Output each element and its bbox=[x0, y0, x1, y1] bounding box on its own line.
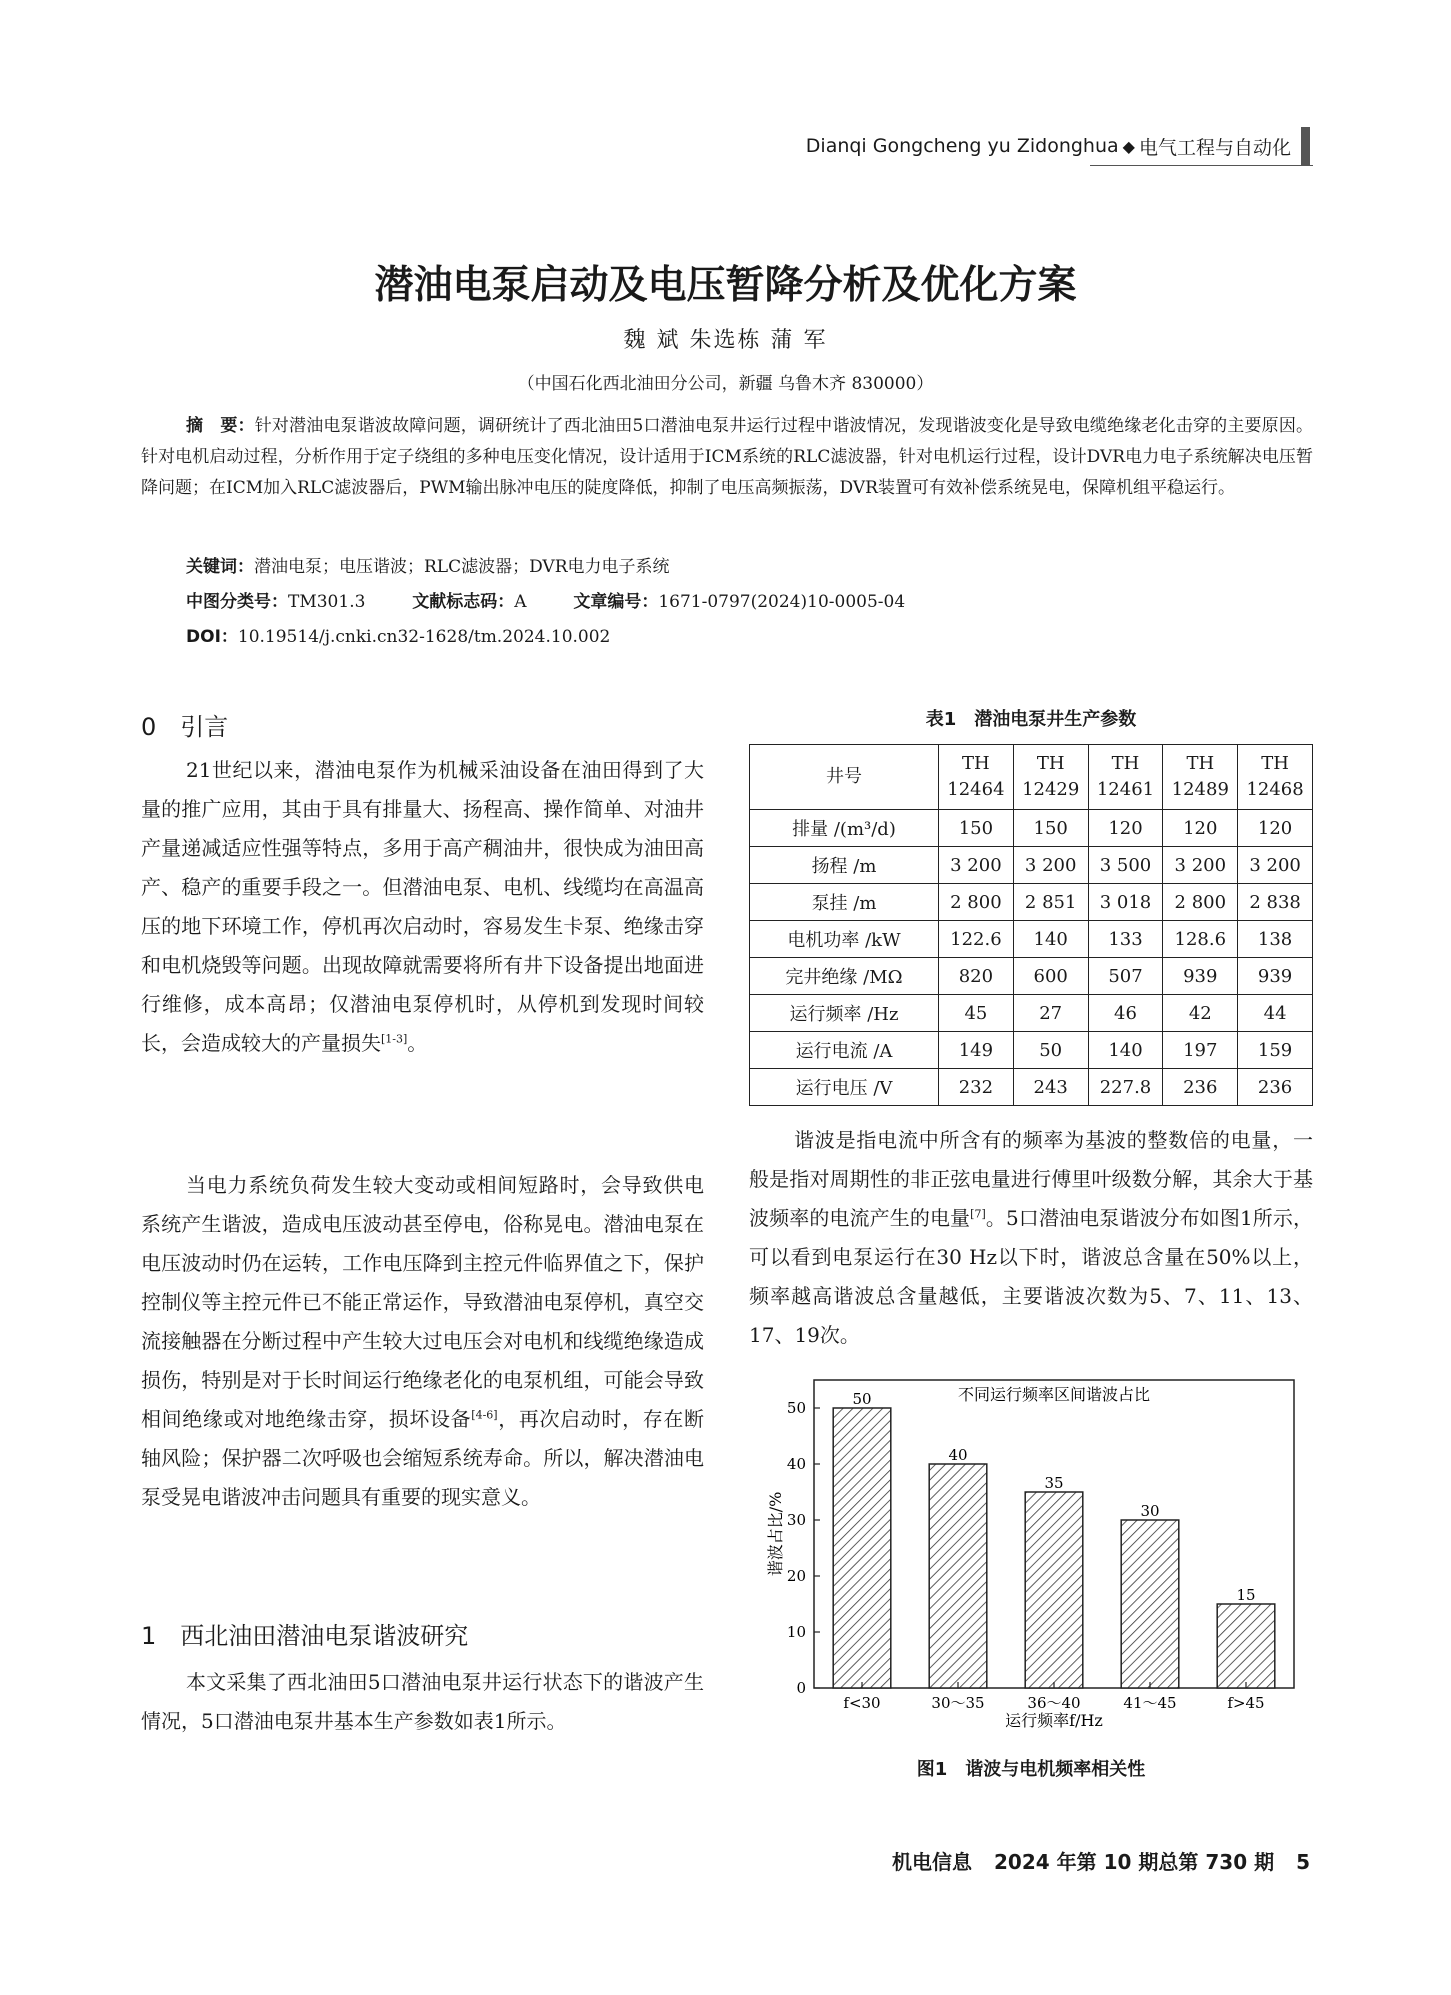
table-cell: 507 bbox=[1088, 958, 1163, 995]
table-cell: 3 200 bbox=[1013, 847, 1088, 884]
section-title: 西北油田潜油电泵谐波研究 bbox=[180, 1622, 469, 1650]
table-cell: 2 838 bbox=[1238, 884, 1313, 921]
page-number: 5 bbox=[1296, 1850, 1310, 1874]
table-cell: 50 bbox=[1013, 1032, 1088, 1069]
table-cell: 236 bbox=[1163, 1069, 1238, 1106]
x-tick-label: 30～35 bbox=[931, 1694, 985, 1712]
bar-data-label: 30 bbox=[1140, 1502, 1160, 1520]
table-row bbox=[750, 810, 1313, 847]
table-cell: 232 bbox=[939, 1069, 1014, 1106]
bar-data-label: 40 bbox=[948, 1446, 968, 1464]
article-number-label: 文章编号： bbox=[573, 592, 659, 612]
table-cell: 197 bbox=[1163, 1032, 1238, 1069]
bar-data-label: 35 bbox=[1044, 1474, 1064, 1492]
y-tick-label: 20 bbox=[786, 1567, 806, 1585]
doi-label: DOI： bbox=[186, 627, 238, 647]
table-row bbox=[750, 1069, 1313, 1106]
figure-caption: 图1 谐波与电机频率相关性 bbox=[916, 1759, 1146, 1780]
y-tick-label: 0 bbox=[796, 1679, 806, 1697]
table-cell: 227.8 bbox=[1088, 1069, 1163, 1106]
table-cell: 133 bbox=[1088, 921, 1163, 958]
x-tick-label: f>45 bbox=[1227, 1694, 1265, 1712]
doc-code-value: A bbox=[514, 592, 527, 612]
table-cell: 128.6 bbox=[1163, 921, 1238, 958]
section-heading-intro bbox=[141, 707, 228, 742]
y-axis-label: 谐波占比/% bbox=[766, 1491, 785, 1577]
paragraph-section1-1: 本文采集了西北油田5口潜油电泵井运行状态下的谐波产生情况，5口潜油电泵井基本生产参数如表1所示。 bbox=[141, 1670, 704, 1733]
table-row-label: 运行电流 /A bbox=[750, 1032, 939, 1069]
table-cell: 122.6 bbox=[939, 921, 1014, 958]
paragraph-intro-1 bbox=[141, 751, 704, 1063]
table-cell: 46 bbox=[1088, 995, 1163, 1032]
y-tick-label: 30 bbox=[786, 1511, 806, 1529]
bar bbox=[1217, 1604, 1275, 1688]
table-header-row bbox=[750, 745, 1313, 810]
table-cell: 140 bbox=[1013, 921, 1088, 958]
table-cell: 3 200 bbox=[1238, 847, 1313, 884]
table-row-label: 运行电压 /V bbox=[750, 1069, 939, 1106]
table-header-cell: TH 12468 bbox=[1238, 745, 1313, 810]
paragraph-text: 谐波是指电流中所含有的频率为基波的整数倍的电量，一般是指对周期性的非正弦电量进行傅里叶级数分解，其余大于基波频率的电流产生的电量 bbox=[749, 1128, 1313, 1230]
y-tick-label: 10 bbox=[786, 1623, 806, 1641]
section-title: 引言 bbox=[180, 713, 229, 741]
table-header-cell: TH 12429 bbox=[1013, 745, 1088, 810]
header-bar bbox=[1301, 127, 1310, 165]
abstract-text: 针对潜油电泵谐波故障问题，调研统计了西北油田5口潜油电泵井运行过程中谐波情况，发现谐波变化是导致电缆绝缘老化击穿的主要原因。针对电机启动过程，分析作用于定子绕组的多种电压变化情况，设计适用于ICM系统的RLC滤波器，针对电机运行过程，设计DVR电力电子系统解决电压暂降问题；在ICM加入RLC滤波器后，PWM输出脉冲电压的陡度降低，抑制了电压高频振荡，DVR装置可有效补偿系统晃电，保障机组平稳运行。 bbox=[141, 416, 1313, 498]
table-cell: 140 bbox=[1088, 1032, 1163, 1069]
table-cell: 3 200 bbox=[1163, 847, 1238, 884]
page-footer bbox=[892, 1846, 1310, 1875]
paragraph-text: 21世纪以来，潜油电泵作为机械采油设备在油田得到了大量的推广应用，其由于具有排量大、扬程高、操作简单、对油井产量递减适应性强等特点，多用于高产稠油井，很快成为油田高产、稳产的重要手段之一。但潜油电泵、电机、线缆均在高温高压的地下环境工作，停机再次启动时，容易发生卡泵、绝缘击穿和电机烧毁等问题。出现故障就需要将所有井下设备提出地面进行维修，成本高昂；仅潜油电泵停机时，从停机到发现时间较长，会造成较大的产量损失 bbox=[141, 758, 704, 1055]
affiliation: （中国石化西北油田分公司，新疆 乌鲁木齐 830000） bbox=[517, 374, 934, 394]
table-row-label: 电机功率 /kW bbox=[750, 921, 939, 958]
doc-code-label: 文献标志码： bbox=[412, 592, 515, 612]
abstract-label: 摘 要： bbox=[186, 416, 255, 436]
table-cell: 2 800 bbox=[1163, 884, 1238, 921]
table-row-label: 完井绝缘 /MΩ bbox=[750, 958, 939, 995]
footer-journal: 机电信息 bbox=[892, 1850, 973, 1874]
table-header-cell: TH 12489 bbox=[1163, 745, 1238, 810]
table-cell: 3 500 bbox=[1088, 847, 1163, 884]
table-cell: 2 851 bbox=[1013, 884, 1088, 921]
table-row bbox=[750, 847, 1313, 884]
table-cell: 45 bbox=[939, 995, 1014, 1032]
table-header-cell: TH 12464 bbox=[939, 745, 1014, 810]
x-tick-label: 36～40 bbox=[1027, 1694, 1081, 1712]
clc-label: 中图分类号： bbox=[186, 592, 288, 612]
table-cell: 159 bbox=[1238, 1032, 1313, 1069]
paragraph-harmonics bbox=[749, 1121, 1313, 1355]
table-cell: 44 bbox=[1238, 995, 1313, 1032]
table-cell: 939 bbox=[1238, 958, 1313, 995]
keywords-label: 关键词： bbox=[186, 557, 254, 577]
table-cell: 138 bbox=[1238, 921, 1313, 958]
table-cell: 27 bbox=[1013, 995, 1088, 1032]
doi-line bbox=[186, 622, 1358, 653]
clc-value: TM301.3 bbox=[288, 592, 366, 612]
paragraph-text: 当电力系统负荷发生较大变动或相间短路时，会导致供电系统产生谐波，造成电压波动甚至停电，俗称晃电。潜油电泵在电压波动时仍在运转，工作电压降到主控元件临界值之下，保护控制仪等主控元件已不能正常运作，导致潜油电泵停机，真空交流接触器在分断过程中产生较大过电压会对电机和线缆绝缘造成损伤，特别是对于长时间运行绝缘老化的电泵机组，可能会导致相间绝缘或对地绝缘击穿，损坏设备 bbox=[141, 1173, 704, 1431]
harmonic-bar-chart bbox=[764, 1368, 1304, 1748]
table-caption: 表1 潜油电泵井生产参数 bbox=[925, 709, 1137, 730]
keywords-text: 潜油电泵；电压谐波；RLC滤波器；DVR电力电子系统 bbox=[254, 557, 670, 577]
journal-name-cn: 电气工程与自动化 bbox=[1138, 136, 1291, 159]
table-row bbox=[750, 1032, 1313, 1069]
bar bbox=[929, 1464, 987, 1688]
footer-issue: 2024 年第 10 期总第 730 期 bbox=[994, 1850, 1275, 1874]
table-cell: 236 bbox=[1238, 1069, 1313, 1106]
diamond-icon: ◆ bbox=[1122, 136, 1135, 156]
bar-data-label: 15 bbox=[1236, 1586, 1256, 1604]
abstract bbox=[141, 411, 1313, 504]
table-cell: 3 200 bbox=[939, 847, 1014, 884]
table-cell: 42 bbox=[1163, 995, 1238, 1032]
authors: 魏 斌 朱选栋 蒲 军 bbox=[623, 328, 828, 353]
bar-data-label: 50 bbox=[852, 1390, 872, 1408]
paragraph-text: 。 bbox=[407, 1031, 428, 1055]
x-axis bbox=[843, 1682, 1264, 1712]
parameter-table bbox=[749, 744, 1313, 1106]
journal-pinyin: Dianqi Gongcheng yu Zidonghua bbox=[805, 135, 1119, 157]
table-cell: 939 bbox=[1163, 958, 1238, 995]
y-tick-label: 50 bbox=[786, 1399, 806, 1417]
table-cell: 820 bbox=[939, 958, 1014, 995]
table-cell: 149 bbox=[939, 1032, 1014, 1069]
article-number-value: 1671-0797(2024)10-0005-04 bbox=[658, 592, 906, 612]
table-cell: 2 800 bbox=[939, 884, 1014, 921]
keywords bbox=[186, 552, 1358, 583]
table-cell: 120 bbox=[1163, 810, 1238, 847]
y-tick-label: 40 bbox=[786, 1455, 806, 1473]
chart-title: 不同运行频率区间谐波占比 bbox=[957, 1385, 1151, 1404]
table-row-label: 扬程 /m bbox=[750, 847, 939, 884]
table-cell: 120 bbox=[1238, 810, 1313, 847]
paper-title: 潜油电泵启动及电压暂降分析及优化方案 bbox=[374, 263, 1077, 308]
table-row bbox=[750, 884, 1313, 921]
table-row-label: 运行频率 /Hz bbox=[750, 995, 939, 1032]
running-header bbox=[806, 127, 1310, 165]
bar bbox=[1121, 1520, 1179, 1688]
citation: [4-6] bbox=[471, 1408, 498, 1422]
classification-line bbox=[186, 587, 1358, 618]
paragraph-text: 。5口潜油电泵谐波分布如图1所示，可以看到电泵运行在30 Hz以下时，谐波总含量在50%以上，频率越高谐波总含量越低，主要谐波次数为5、7、11、13、17、19次。 bbox=[749, 1206, 1314, 1347]
bar bbox=[1025, 1492, 1083, 1688]
table-cell: 3 018 bbox=[1088, 884, 1163, 921]
table-header-cell: 井号 bbox=[750, 745, 939, 810]
x-axis-label: 运行频率f/Hz bbox=[1005, 1711, 1103, 1730]
table-cell: 150 bbox=[939, 810, 1014, 847]
section-heading-1 bbox=[141, 1616, 468, 1651]
paragraph-text: ，再次启动时，存在断轴风险；保护器二次呼吸也会缩短系统寿命。所以，解决潜油电泵受晃电谐波冲击问题具有重要的现实意义。 bbox=[141, 1407, 705, 1509]
table-cell: 150 bbox=[1013, 810, 1088, 847]
section-number: 1 bbox=[141, 1622, 157, 1650]
header-rule bbox=[1090, 165, 1313, 166]
bar bbox=[833, 1408, 891, 1688]
table-cell: 600 bbox=[1013, 958, 1088, 995]
x-tick-label: 41～45 bbox=[1123, 1694, 1177, 1712]
table-header-cell: TH 12461 bbox=[1088, 745, 1163, 810]
table-row bbox=[750, 995, 1313, 1032]
citation: [1-3] bbox=[381, 1032, 408, 1046]
bar-series bbox=[833, 1390, 1275, 1688]
citation: [7] bbox=[970, 1207, 986, 1221]
doi-value: 10.19514/j.cnki.cn32-1628/tm.2024.10.002 bbox=[237, 627, 611, 647]
table-row bbox=[750, 958, 1313, 995]
paragraph-intro-2 bbox=[141, 1166, 704, 1517]
table-row-label: 排量 /(m³/d) bbox=[750, 810, 939, 847]
section-number: 0 bbox=[141, 713, 157, 741]
table-cell: 120 bbox=[1088, 810, 1163, 847]
y-axis bbox=[787, 1399, 820, 1697]
table-row-label: 泵挂 /m bbox=[750, 884, 939, 921]
table-row bbox=[750, 921, 1313, 958]
x-tick-label: f<30 bbox=[843, 1694, 881, 1712]
table-cell: 243 bbox=[1013, 1069, 1088, 1106]
